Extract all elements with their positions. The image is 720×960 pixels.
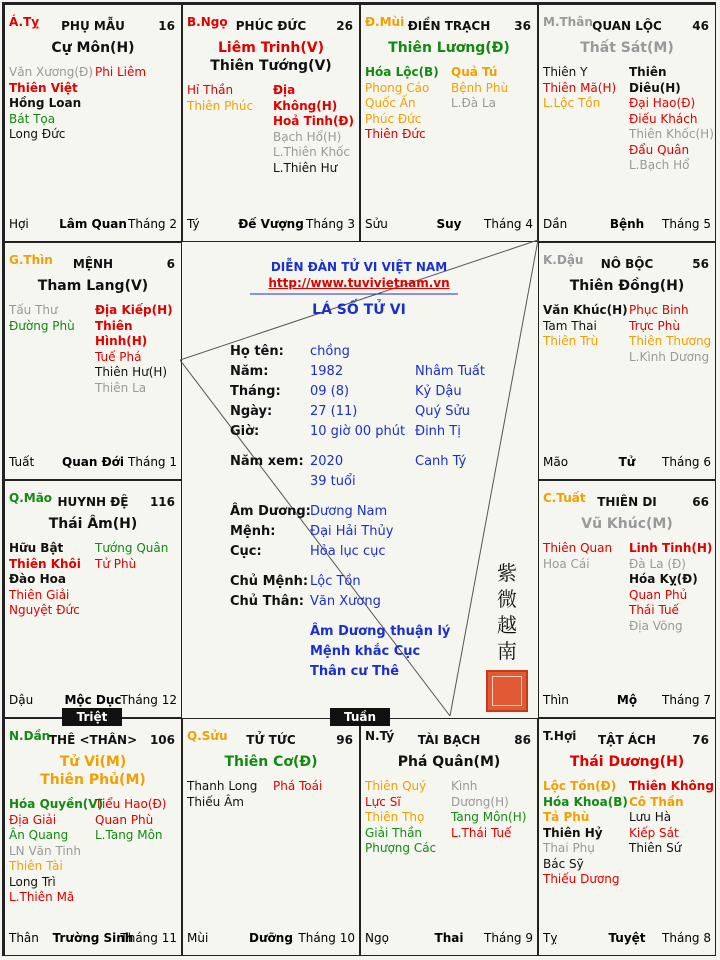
palace-name: THIÊN DI <box>597 495 657 509</box>
palace-branch: G.Thìn <box>9 253 53 267</box>
main-star: Thiên Phủ(M) <box>40 772 146 788</box>
palace-hoi <box>538 718 716 956</box>
minor-star: Thiên Khốc(H) <box>629 127 714 141</box>
footer-stage: Tuyệt <box>608 931 646 945</box>
minor-star: Địa Giải <box>9 812 57 827</box>
minor-star: Nguyệt Đức <box>9 603 80 617</box>
palace-branch: Q.Sửu <box>187 729 228 743</box>
note-than-cu: Thân cư Thê <box>310 664 400 679</box>
minor-star: L.Thiên Mã <box>9 890 75 904</box>
main-star: Thái Âm(H) <box>48 516 138 532</box>
value-ngay: 27 (11) <box>310 404 358 419</box>
minor-star: L.Thái Tuế <box>451 825 512 840</box>
footer-month: Tháng 4 <box>484 217 533 231</box>
palace-ty2 <box>360 718 538 956</box>
palace-name: MỆNH <box>72 257 114 271</box>
palace-age: 26 <box>336 19 353 33</box>
minor-star: Thiên Thương <box>629 334 712 348</box>
minor-star: Tướng Quân <box>95 541 169 555</box>
main-star: Thiên Đồng(H) <box>569 278 685 294</box>
minor-star: Thiên Tài <box>9 859 63 873</box>
footer-branch: Dần <box>543 217 568 231</box>
footer-stage: Tử <box>618 455 636 469</box>
forum-name: DIỄN ĐÀN TỬ VI VIỆT NAM <box>270 260 448 274</box>
value-nam-xem-can: Canh Tý <box>415 454 467 469</box>
main-star: Phá Quân(M) <box>397 754 501 770</box>
palace-footer <box>9 931 177 947</box>
minor-star: Thiên Diêu(H) <box>629 65 681 95</box>
minor-star: L.Thiên Hư <box>273 160 338 175</box>
minor-star: Long Đức <box>9 127 66 141</box>
main-star: Tham Lang(V) <box>37 278 149 294</box>
footer-branch: Thìn <box>543 693 569 707</box>
footer-month: Tháng 10 <box>298 931 355 945</box>
minor-star: Long Trì <box>9 874 56 889</box>
minor-star: Hóa Quyền(V) <box>9 797 104 811</box>
minor-star: Thiên Phúc <box>187 98 254 113</box>
value-ho-ten: chồng <box>310 344 350 359</box>
footer-month: Tháng 12 <box>120 693 177 707</box>
palace-branch: K.Dậu <box>543 253 584 267</box>
value-thang: 09 (8) <box>310 384 350 399</box>
minor-star: Phượng Các <box>365 841 437 855</box>
minor-star: Đào Hoa <box>9 572 66 586</box>
value-menh: Đại Hải Thủy <box>310 524 394 539</box>
minor-star: Phá Toái <box>273 779 323 793</box>
minor-star: Thiên Quan <box>543 541 613 555</box>
minor-star: Phong Cáo <box>365 80 430 95</box>
palace-name: HUYNH ĐỆ <box>57 495 129 509</box>
label-ho-ten: Họ tên: <box>230 344 284 359</box>
minor-star: L.Thiên Khốc <box>273 145 350 159</box>
minor-star: Thanh Long <box>187 779 258 793</box>
footer-branch: Dậu <box>9 693 34 707</box>
footer-stage: Đế Vượng <box>238 217 304 231</box>
vertical-title: 紫 微 越 南 <box>497 561 517 663</box>
palace-branch: M.Thân <box>543 15 593 29</box>
minor-star: Phúc Đức <box>365 111 422 126</box>
value-nam: 1982 <box>310 364 344 379</box>
minor-star: Bác Sỹ <box>543 856 584 871</box>
label-ngay: Ngày: <box>230 404 273 419</box>
palace-age: 106 <box>149 733 175 747</box>
footer-stage: Bệnh <box>609 217 645 231</box>
minor-star: Lực Sĩ <box>365 794 401 809</box>
minor-star: Lộc Tồn(Đ) <box>543 779 617 793</box>
palace-tuat <box>538 480 716 718</box>
footer-month: Tháng 1 <box>128 455 177 469</box>
minor-star: Tang Môn(H) <box>451 810 527 824</box>
palace-footer <box>9 693 177 709</box>
minor-star: Thái Tuế <box>629 603 679 617</box>
footer-branch: Mùi <box>187 931 209 945</box>
palace-footer <box>543 931 711 947</box>
minor-star: Thiên Đức <box>365 127 426 141</box>
main-star: Cự Môn(H) <box>51 40 135 56</box>
palace-footer <box>543 455 711 471</box>
label-menh: Mệnh: <box>230 524 276 539</box>
red-seal-icon <box>486 670 528 712</box>
value-am-duong: Dương Nam <box>310 504 388 519</box>
palace-than <box>538 4 716 242</box>
minor-star: Tả Phù <box>543 810 590 824</box>
minor-star: Bạch Hổ(H) <box>273 129 342 144</box>
minor-star: Tử Phù <box>95 556 137 571</box>
minor-star: Hóa Lộc(B) <box>365 65 439 79</box>
footer-month: Tháng 6 <box>662 455 711 469</box>
footer-branch: Hợi <box>9 217 29 231</box>
palace-branch: B.Ngọ <box>187 15 228 29</box>
footer-stage: Dưỡng <box>249 931 293 945</box>
palace-branch: C.Tuất <box>543 491 586 505</box>
minor-star: Thiên Không <box>629 779 714 793</box>
minor-star: L.Tang Môn <box>95 828 163 842</box>
minor-star: Điếu Khách <box>629 111 698 126</box>
minor-star: Hữu Bật <box>9 541 64 555</box>
palace-name: TÀI BẠCH <box>417 733 481 747</box>
minor-star: Địa Võng <box>629 618 683 633</box>
minor-star: Thiên Quý <box>365 779 427 793</box>
palace-age: 56 <box>692 257 709 271</box>
palace-dan <box>4 718 182 956</box>
palace-dau <box>538 242 716 480</box>
minor-star: L.Bạch Hổ <box>629 158 690 172</box>
footer-stage: Mộc Dục <box>64 693 122 707</box>
palace-ty <box>4 4 182 242</box>
palace-age: 76 <box>692 733 709 747</box>
palace-age: 96 <box>336 733 353 747</box>
minor-star: Thiên Giải <box>9 587 70 602</box>
palace-footer <box>543 217 711 233</box>
palace-branch: Á.Tỵ <box>9 15 40 29</box>
minor-star: Thiên Việt <box>9 80 78 95</box>
minor-star: Quả Tú <box>451 65 498 79</box>
palace-branch: N.Tý <box>365 729 395 743</box>
minor-star: Quan Phủ <box>629 587 688 602</box>
main-star: Tử Vi(M) <box>59 754 127 770</box>
minor-star: Thai Phụ <box>543 841 595 855</box>
note-am-duong: Âm Dương thuận lý <box>310 624 451 639</box>
minor-star: Thiên Mã(H) <box>543 80 617 95</box>
palace-footer <box>543 693 711 709</box>
minor-star: Thiên La <box>95 380 147 395</box>
palace-footer <box>365 931 533 947</box>
footer-month: Tháng 11 <box>120 931 177 945</box>
minor-star: L.Đà La <box>451 96 497 110</box>
palace-branch: N.Dần <box>9 729 51 743</box>
minor-star: Thiên Hình(H) <box>95 318 148 348</box>
footer-stage: Suy <box>436 217 462 231</box>
value-thang-can: Kỷ Dậu <box>415 384 462 399</box>
minor-star: Cô Thần <box>629 794 684 809</box>
minor-star: Hoa Cái <box>543 556 590 571</box>
minor-star: Thiên Hỷ <box>543 825 603 840</box>
footer-branch: Sửu <box>365 217 388 231</box>
value-cuc: Hỏa lục cục <box>310 544 386 559</box>
minor-star: Tấu Thư <box>9 303 58 317</box>
minor-star: Thiên Khôi <box>9 556 81 571</box>
minor-star: Phi Liêm <box>95 65 147 79</box>
footer-month: Tháng 8 <box>662 931 711 945</box>
value-chu-menh: Lộc Tồn <box>310 574 361 589</box>
main-star: Liêm Trinh(V) <box>218 40 324 56</box>
minor-star: L.Lộc Tồn <box>543 96 601 110</box>
note-menh-cuc: Mệnh khắc Cục <box>310 644 421 659</box>
palace-footer <box>9 217 177 233</box>
footer-month: Tháng 2 <box>128 217 177 231</box>
minor-star: Thiên Y <box>543 65 588 79</box>
triet-tag: Triệt <box>62 708 122 726</box>
minor-star: LN Văn Tinh <box>9 843 81 858</box>
footer-stage: Quan Đới <box>62 455 124 469</box>
minor-star: Thiên Hư(H) <box>95 365 168 379</box>
footer-stage: Trường Sinh <box>52 931 134 945</box>
palace-age: 36 <box>514 19 531 33</box>
palace-footer <box>365 217 533 233</box>
value-gio-can: Đinh Tị <box>415 424 461 439</box>
label-thang: Tháng: <box>230 384 281 399</box>
minor-star: Tam Thai <box>543 318 597 333</box>
minor-star: Lưu Hà <box>629 810 672 824</box>
minor-star: Thiên Trù <box>543 334 599 348</box>
minor-star: Đường Phù <box>9 318 75 333</box>
minor-star: Giải Thần <box>365 825 423 840</box>
footer-month: Tháng 5 <box>662 217 711 231</box>
main-star: Thái Dương(H) <box>569 754 685 770</box>
footer-stage: Thai <box>434 931 464 945</box>
footer-month: Tháng 9 <box>484 931 533 945</box>
palace-name: THÊ <THÂN> <box>48 733 138 747</box>
palace-age: 16 <box>158 19 175 33</box>
palace-branch: Q.Mão <box>9 491 53 505</box>
footer-branch: Tỵ <box>543 931 558 945</box>
label-am-duong: Âm Dương: <box>230 504 311 519</box>
minor-star: Kiếp Sát <box>629 825 679 840</box>
palace-name: QUAN LỘC <box>592 19 662 33</box>
palace-age: 66 <box>692 495 709 509</box>
palace-age: 6 <box>166 257 175 271</box>
minor-star: L.Kình Dương <box>629 349 710 364</box>
label-chu-menh: Chủ Mệnh: <box>230 574 309 589</box>
minor-star: Bát Tọa <box>9 111 56 126</box>
main-star: Thiên Cơ(Đ) <box>224 754 318 770</box>
main-star: Thất Sát(M) <box>580 40 674 56</box>
minor-star: Quốc Ấn <box>365 96 416 110</box>
palace-name: PHỤ MẪU <box>61 19 125 33</box>
tuan-tag: Tuần <box>330 708 390 726</box>
minor-star: Đại Hao(Đ) <box>629 96 696 110</box>
minor-star: Thiếu Âm <box>187 794 244 809</box>
palace-branch: T.Hợi <box>543 729 577 743</box>
footer-branch: Thân <box>9 931 39 945</box>
palace-age: 116 <box>149 495 175 509</box>
minor-star: Địa Không(H) <box>273 83 338 113</box>
palace-mao <box>4 480 182 718</box>
palace-ngo <box>182 4 360 242</box>
minor-star: Linh Tinh(H) <box>629 541 713 555</box>
palace-footer <box>187 217 355 233</box>
minor-star: Hồng Loan <box>9 96 82 110</box>
minor-star: Tiểu Hao(Đ) <box>95 797 167 811</box>
minor-star: Đà La (Đ) <box>629 556 686 571</box>
minor-star: Quan Phù <box>95 812 154 827</box>
palace-name: TẬT ÁCH <box>598 733 656 747</box>
minor-star: Đẩu Quân <box>629 142 690 157</box>
minor-star: Văn Khúc(H) <box>543 303 628 317</box>
footer-branch: Mão <box>543 455 569 469</box>
value-tuoi: 39 tuổi <box>310 474 356 489</box>
value-nam-xem: 2020 <box>310 454 344 469</box>
main-star: Vũ Khúc(M) <box>581 516 673 532</box>
main-star: Thiên Tướng(V) <box>210 58 332 74</box>
value-gio: 10 giờ 00 phút <box>310 424 406 439</box>
minor-star: Thiên Sứ <box>629 841 682 855</box>
palace-footer <box>9 455 177 471</box>
palace-thin <box>4 242 182 480</box>
value-chu-than: Văn Xương <box>310 594 381 609</box>
minor-star: Hóa Khoa(B) <box>543 794 628 809</box>
value-ngay-can: Quý Sửu <box>415 404 471 419</box>
palace-age: 86 <box>514 733 531 747</box>
palace-suu <box>182 718 360 956</box>
main-star: Thiên Lương(Đ) <box>388 40 510 56</box>
minor-star: Ân Quang <box>9 828 69 842</box>
label-chu-than: Chủ Thân: <box>230 594 304 609</box>
footer-month: Tháng 7 <box>662 693 711 707</box>
minor-star: Kình Dương(H) <box>451 779 509 809</box>
palace-branch: Đ.Mùi <box>365 15 405 29</box>
minor-star: Hoả Tinh(Đ) <box>273 114 354 128</box>
minor-star: Hỉ Thần <box>187 83 234 97</box>
palace-name: PHÚC ĐỨC <box>235 19 307 33</box>
label-cuc: Cục: <box>230 544 262 559</box>
forum-url[interactable]: http://www.tuvivietnam.vn <box>268 276 450 290</box>
palace-name: ĐIỀN TRẠCH <box>407 19 491 33</box>
chart-title: LÁ SỐ TỬ VI <box>312 302 406 318</box>
center-panel <box>180 240 538 716</box>
footer-branch: Tuất <box>9 455 35 469</box>
minor-star: Trực Phù <box>629 318 680 333</box>
palace-footer <box>187 931 355 947</box>
minor-star: Tuế Phá <box>95 349 142 364</box>
palace-name: TỬ TỨC <box>246 733 296 747</box>
minor-star: Thiên Thọ <box>365 810 425 824</box>
minor-star: Hóa Kỵ(Đ) <box>629 572 698 586</box>
footer-stage: Lâm Quan <box>59 217 127 231</box>
minor-star: Thiếu Dương <box>543 872 620 886</box>
value-nam-can: Nhâm Tuất <box>415 364 485 379</box>
footer-branch: Ngọ <box>365 931 389 945</box>
minor-star: Văn Xương(Đ) <box>9 65 94 79</box>
label-nam-xem: Năm xem: <box>230 454 304 469</box>
palace-mui <box>360 4 538 242</box>
label-nam: Năm: <box>230 364 269 379</box>
palace-age: 46 <box>692 19 709 33</box>
minor-star: Địa Kiếp(H) <box>95 303 173 317</box>
minor-star: Phục Binh <box>629 303 689 317</box>
footer-branch: Tý <box>187 217 200 231</box>
footer-stage: Mộ <box>616 693 638 707</box>
minor-star: Bệnh Phù <box>451 80 509 95</box>
palace-name: NÔ BỘC <box>600 257 654 271</box>
footer-month: Tháng 3 <box>306 217 355 231</box>
label-gio: Giờ: <box>230 424 260 439</box>
